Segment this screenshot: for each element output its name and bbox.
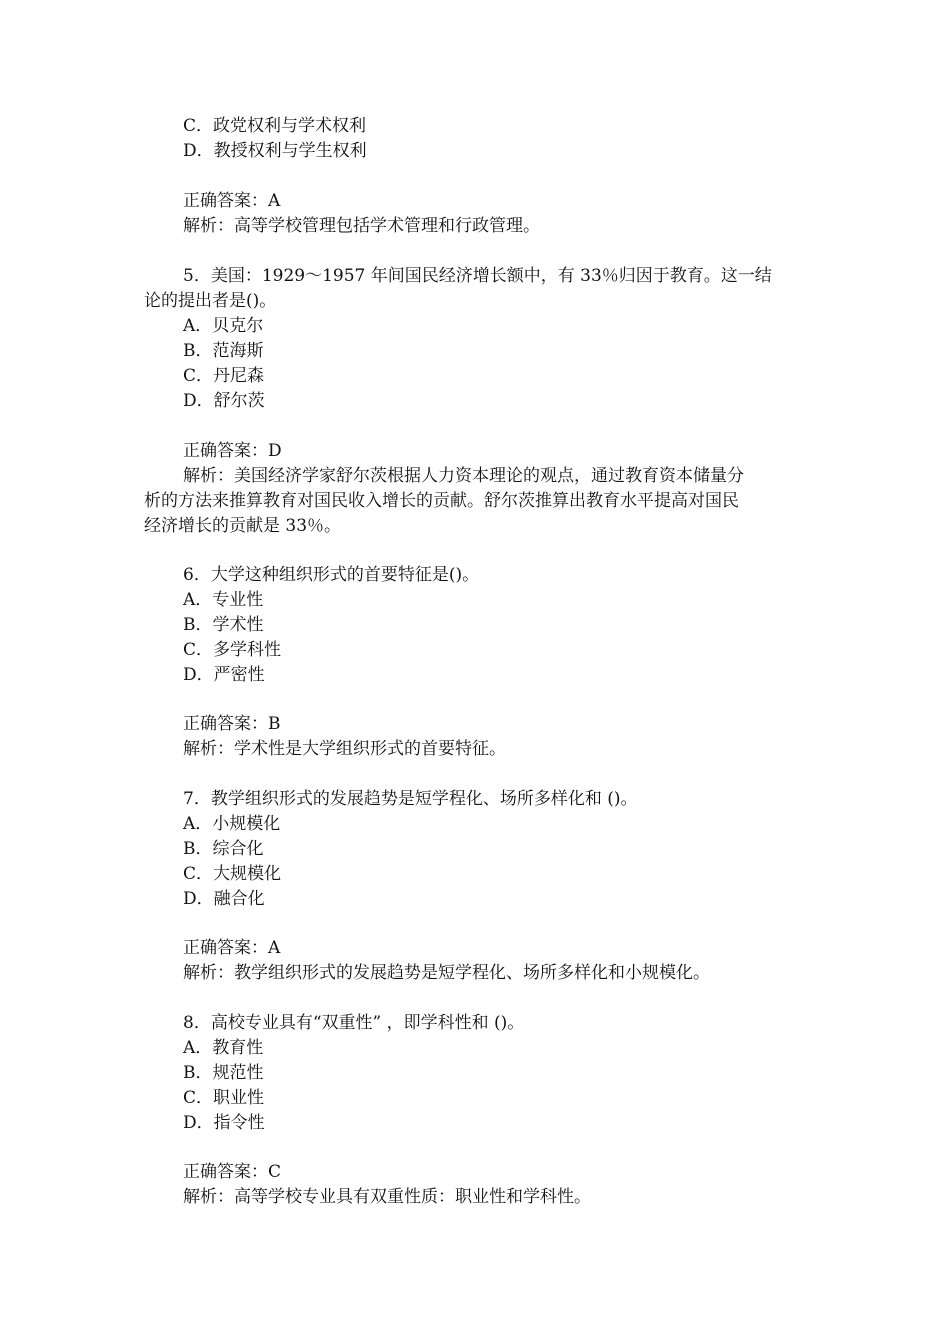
question-stem: 6．大学这种组织形式的首要特征是()。 xyxy=(183,565,480,585)
option-a: A．小规模化 xyxy=(183,814,281,834)
option-c: C．政党权利与学术权利 xyxy=(183,116,367,136)
question-stem: 8．高校专业具有“双重性” ，即学科性和 ()。 xyxy=(183,1013,525,1033)
answer: 正确答案：B xyxy=(183,714,281,734)
option-d: D．指令性 xyxy=(183,1113,265,1133)
option-c: C．丹尼森 xyxy=(183,366,265,386)
option-d: D．融合化 xyxy=(183,889,265,909)
option-b: B．综合化 xyxy=(183,839,264,859)
explanation-cont: 析的方法来推算教育对国民收入增长的贡献。舒尔茨推算出教育水平提高对国民 xyxy=(144,491,739,511)
option-d: D．舒尔茨 xyxy=(183,391,265,411)
option-b: B．规范性 xyxy=(183,1063,264,1083)
answer: 正确答案：A xyxy=(183,938,281,958)
option-b: B．学术性 xyxy=(183,615,264,635)
explanation-cont: 经济增长的贡献是 33％。 xyxy=(144,516,342,536)
explanation: 解析：美国经济学家舒尔茨根据人力资本理论的观点，通过教育资本储量分 xyxy=(183,466,744,486)
explanation: 解析：学术性是大学组织形式的首要特征。 xyxy=(183,739,506,759)
answer: 正确答案：C xyxy=(183,1162,282,1182)
option-a: A．专业性 xyxy=(183,590,264,610)
explanation: 解析：高等学校管理包括学术管理和行政管理。 xyxy=(183,216,540,236)
answer: 正确答案：D xyxy=(183,441,282,461)
question-stem: 5．美国：1929～1957 年间国民经济增长额中，有 33％归因于教育。这一结 xyxy=(183,266,772,286)
option-c: C．多学科性 xyxy=(183,640,282,660)
explanation: 解析：高等学校专业具有双重性质：职业性和学科性。 xyxy=(183,1187,591,1207)
option-a: A．贝克尔 xyxy=(183,316,264,336)
option-d: D．严密性 xyxy=(183,665,265,685)
option-c: C．大规模化 xyxy=(183,864,282,884)
option-a: A．教育性 xyxy=(183,1038,264,1058)
option-d: D．教授权利与学生权利 xyxy=(183,141,367,161)
question-stem-cont: 论的提出者是()。 xyxy=(144,291,277,311)
explanation: 解析：教学组织形式的发展趋势是短学程化、场所多样化和小规模化。 xyxy=(183,963,710,983)
option-b: B．范海斯 xyxy=(183,341,264,361)
option-c: C．职业性 xyxy=(183,1088,265,1108)
question-stem: 7．教学组织形式的发展趋势是短学程化、场所多样化和 ()。 xyxy=(183,789,638,809)
answer: 正确答案：A xyxy=(183,191,281,211)
